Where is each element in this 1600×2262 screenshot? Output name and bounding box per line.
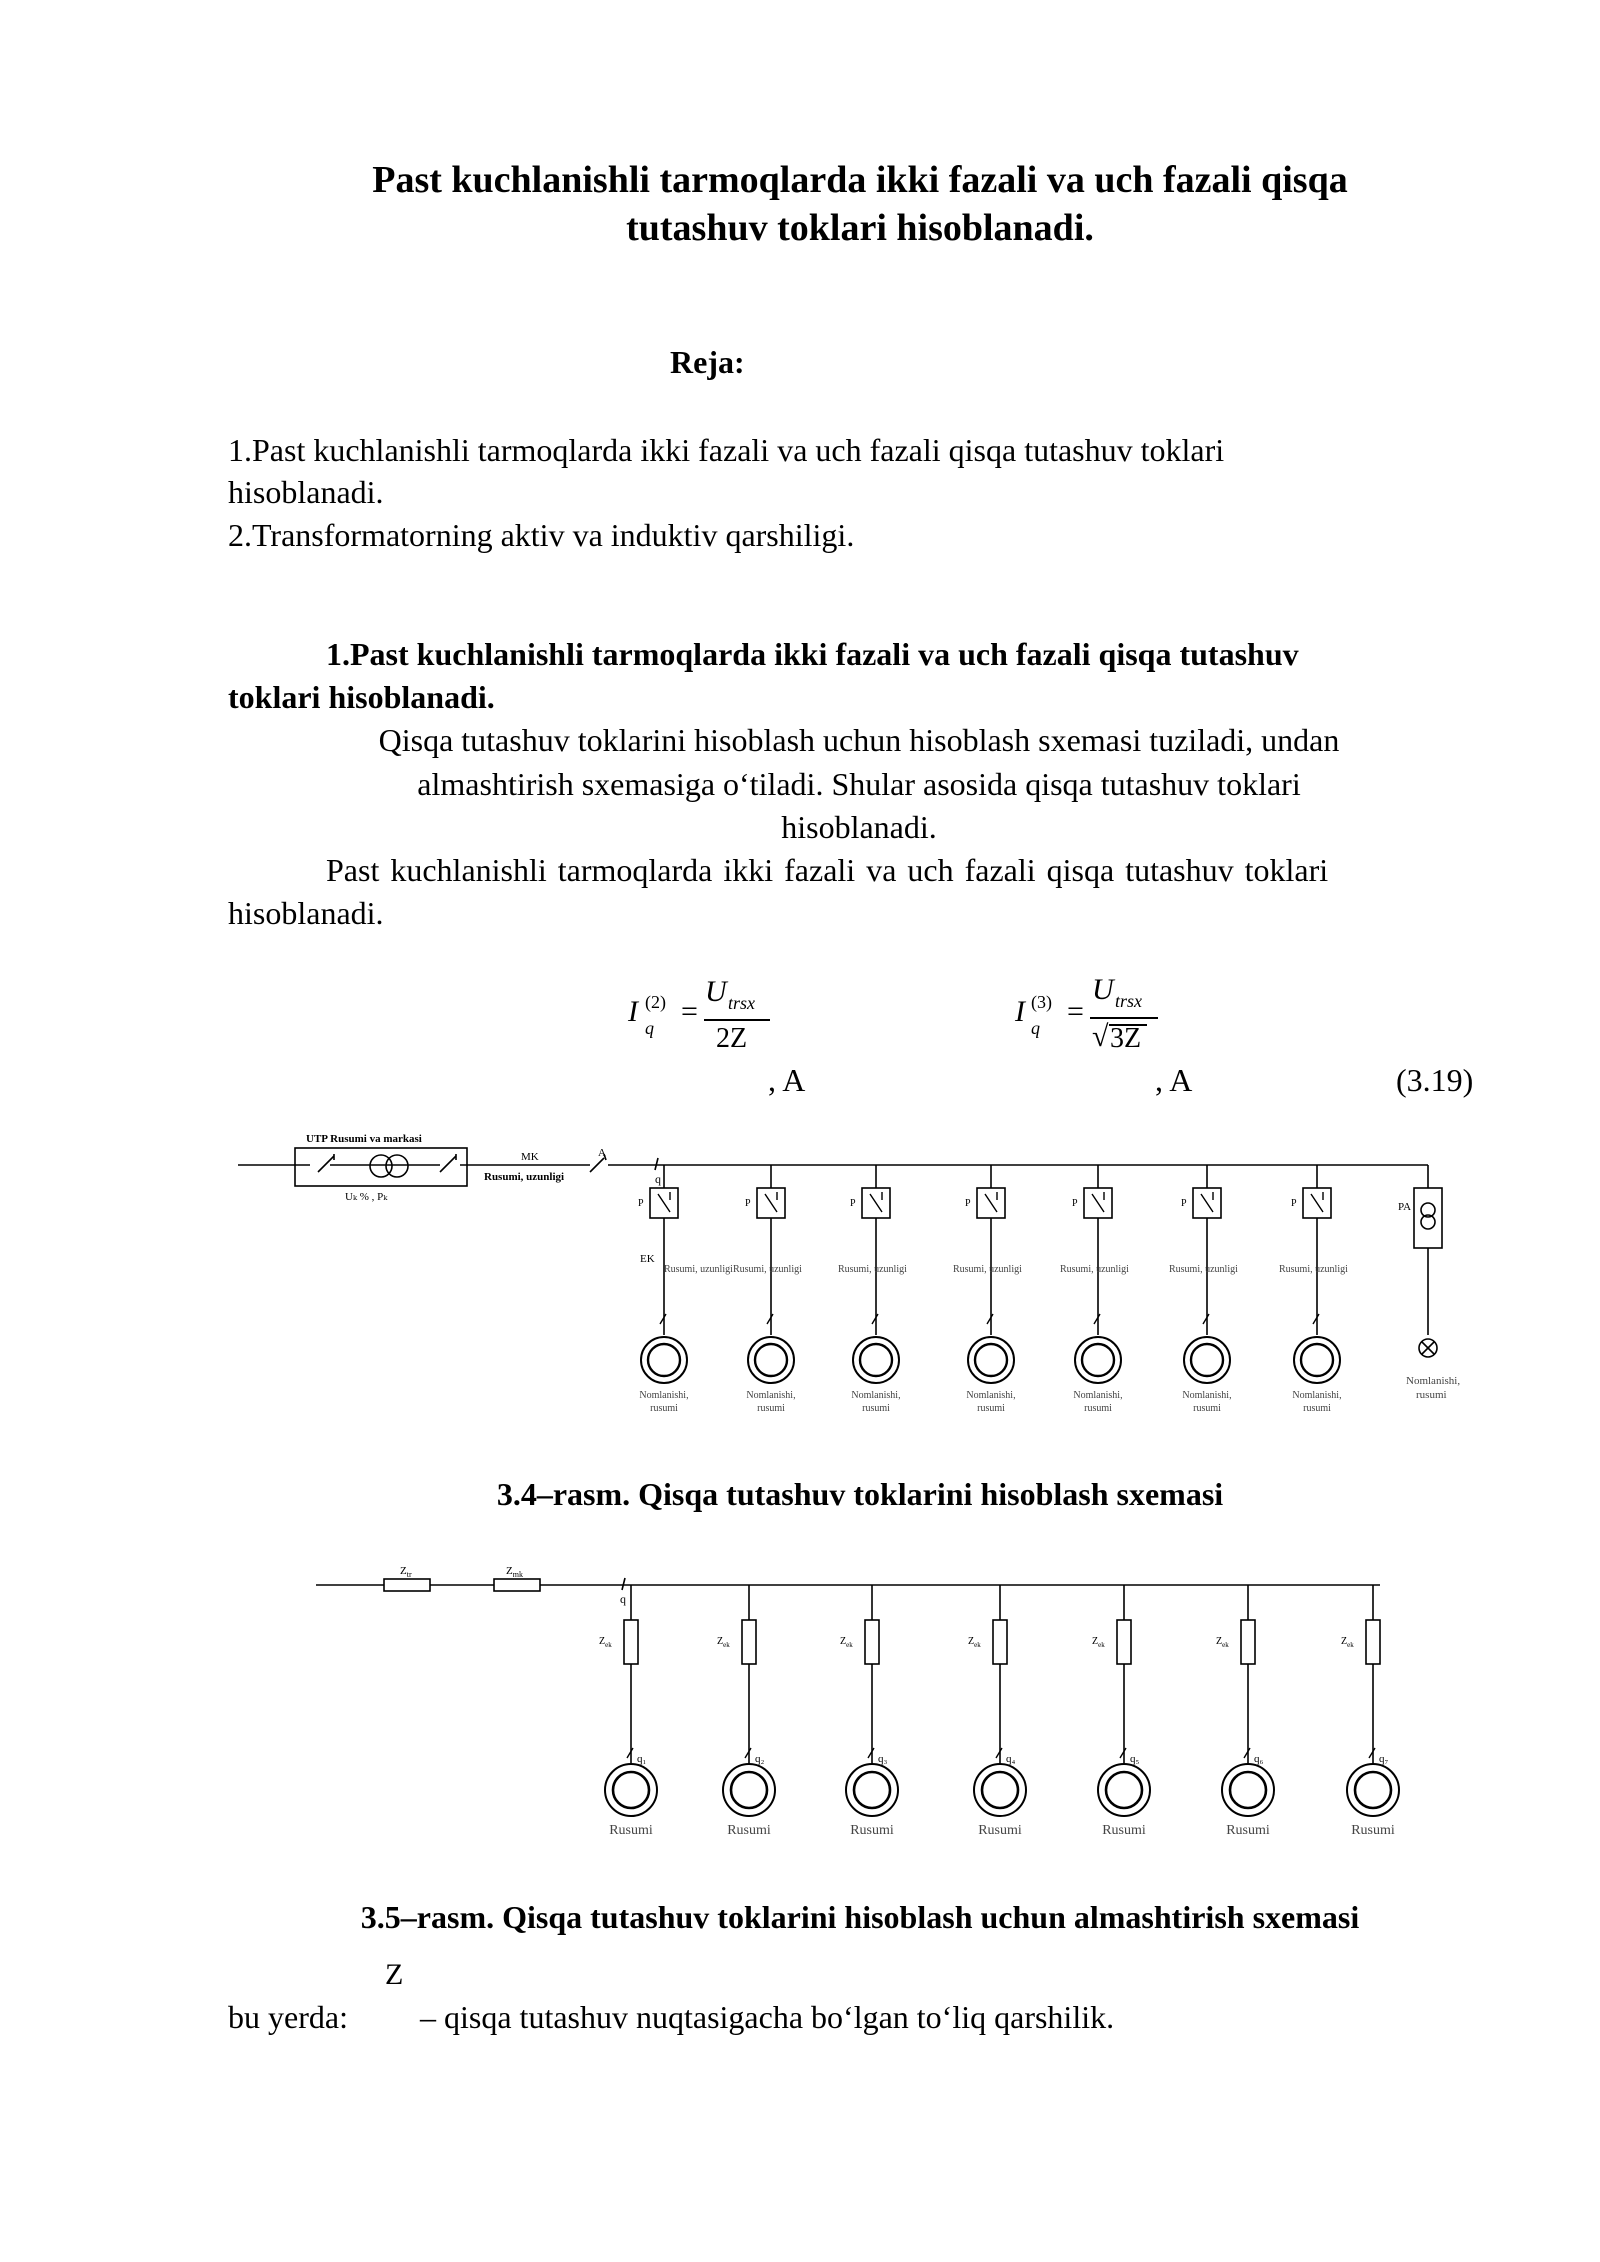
q-point-label-2: q xyxy=(620,1592,626,1606)
paragraph-1-line-3: hisoblanadi. xyxy=(781,809,937,845)
formula-2-num-sub: trsx xyxy=(1115,991,1142,1011)
motor-label-line-1: Nomlanishi, xyxy=(639,1390,689,1401)
title-line-2: tutashuv toklari hisoblanadi. xyxy=(626,207,1094,249)
utp-sub-label: Uₖ % , Pₖ xyxy=(345,1191,388,1203)
formula-1-unit: , A xyxy=(768,1062,806,1098)
equation-number: (3.19) xyxy=(1396,1062,1474,1098)
formula-1-sup: (2) xyxy=(645,992,666,1012)
motor-label-line-1: Nomlanishi, xyxy=(851,1390,901,1401)
q-branch-label: q₇ xyxy=(1379,1753,1389,1765)
title-line-1: Past kuchlanishli tarmoqlarda ikki fazali va uch fazali qisqa xyxy=(372,159,1348,201)
branch-label: Rusumi, uzunligi xyxy=(953,1264,1022,1275)
section-1-heading-line-2: toklari hisoblanadi. xyxy=(228,679,495,715)
resistor-icon xyxy=(624,1620,638,1664)
q-branch-label: q₂ xyxy=(755,1753,765,1765)
plan-item-2: 2.Transformatorning aktiv va induktiv qarshiligi. xyxy=(228,517,855,553)
motor-label-line-1: Nomlanishi, xyxy=(1073,1390,1123,1401)
equivalent-branch xyxy=(968,1585,1026,1838)
equivalent-branch xyxy=(1341,1585,1399,1838)
fuse-label: P xyxy=(1291,1198,1297,1209)
formula-2-num: U xyxy=(1092,973,1114,1006)
equivalent-branch xyxy=(717,1585,775,1838)
motor-label: Rusumi xyxy=(727,1823,771,1838)
q-branch-label: q₅ xyxy=(1130,1753,1140,1765)
z-ek-label: $Z_{ek}$ xyxy=(1216,1636,1229,1649)
z-ek-label: $Z_{ek}$ xyxy=(968,1636,981,1649)
branch-label: Rusumi, uzunligi xyxy=(1060,1264,1129,1275)
z-tr-label: $Z_{tr}$ xyxy=(400,1565,412,1579)
figure-3-4-caption: 3.4–rasm. Qisqa tutashuv toklarini hisoblash sxemasi xyxy=(496,1476,1224,1512)
motor-label: Rusumi xyxy=(1351,1823,1395,1838)
formula-2-den: 3Z xyxy=(1110,1023,1142,1054)
fuse-label: P xyxy=(638,1198,644,1209)
paragraph-2-line-2: hisoblanadi. xyxy=(228,895,384,931)
z-ek-label: $Z_{ek}$ xyxy=(599,1636,612,1649)
motor-branch xyxy=(1060,1165,1129,1414)
equivalent-branch xyxy=(599,1585,657,1838)
formula-2-unit: , A xyxy=(1155,1062,1193,1098)
resistor-icon xyxy=(1366,1620,1380,1664)
q-branch-label: q₆ xyxy=(1254,1753,1264,1765)
motor-label: Rusumi xyxy=(609,1823,653,1838)
motor-label: Rusumi xyxy=(978,1823,1022,1838)
formula-1-eq: = xyxy=(681,995,698,1028)
formula-2-lhs: I xyxy=(1015,995,1025,1028)
motor-branch xyxy=(733,1165,802,1414)
motor-branch xyxy=(953,1165,1022,1414)
figure-2-branches xyxy=(599,1585,1399,1838)
motor-label-line-1: Nomlanishi, xyxy=(966,1390,1016,1401)
main-line-label: Rusumi, uzunligi xyxy=(484,1171,565,1183)
figure-3-5-caption: 3.5–rasm. Qisqa tutashuv toklarini hisoblash uchun almashtirish sxemasi xyxy=(360,1899,1360,1935)
formula-2-eq: = xyxy=(1067,995,1084,1028)
z-mk-label: $Z_{mk}$ xyxy=(506,1565,523,1579)
motor-label: Rusumi xyxy=(1226,1823,1270,1838)
plan-item-1-line-2: hisoblanadi. xyxy=(228,474,384,510)
motor-label: Rusumi xyxy=(850,1823,894,1838)
motor-label-line-1: Nomlanishi, xyxy=(1292,1390,1342,1401)
branch-label: Rusumi, uzunligi xyxy=(664,1264,733,1275)
motor-label-line-2: rusumi xyxy=(1084,1403,1112,1414)
motor-label-line-2: rusumi xyxy=(650,1403,678,1414)
resistor-icon xyxy=(1241,1620,1255,1664)
footer-text: – qisqa tutashuv nuqtasigacha bo‘lgan to‘liq qarshilik. xyxy=(420,1999,1115,2035)
motor-label-line-2: rusumi xyxy=(862,1403,890,1414)
plan-item-1-line-1: 1.Past kuchlanishli tarmoqlarda ikki fazali va uch fazali qisqa tutashuv toklari xyxy=(228,432,1225,468)
equivalent-branch xyxy=(840,1585,898,1838)
mk-label: MK xyxy=(521,1151,539,1163)
branch-label: Rusumi, uzunligi xyxy=(1279,1264,1348,1275)
motor-branch xyxy=(1279,1165,1348,1414)
formula-1-lhs: I xyxy=(628,995,638,1028)
fuse-label: P xyxy=(1181,1198,1187,1209)
lamp-label-line-2: rusumi xyxy=(1416,1389,1447,1401)
z-symbol: Z xyxy=(385,1958,404,1991)
formula-2-sub: q xyxy=(1031,1018,1040,1038)
formula-1-num-sub: trsx xyxy=(728,993,755,1013)
formula-1-sub: q xyxy=(645,1018,654,1038)
equivalent-branch xyxy=(1216,1585,1274,1838)
branch-label: Rusumi, uzunligi xyxy=(1169,1264,1238,1275)
footer-prefix: bu yerda: xyxy=(228,1999,348,2035)
formula-1-den: 2Z xyxy=(716,1023,748,1054)
z-ek-label: $Z_{ek}$ xyxy=(1341,1636,1354,1649)
paragraph-1-line-2: almashtirish sxemasiga o‘tiladi. Shular asosida qisqa tutashuv toklari xyxy=(417,766,1301,802)
motor-label-line-2: rusumi xyxy=(1193,1403,1221,1414)
resistor-icon xyxy=(742,1620,756,1664)
branch-label: Rusumi, uzunligi xyxy=(838,1264,907,1275)
branch-label: Rusumi, uzunligi xyxy=(733,1264,802,1275)
resistor-icon xyxy=(865,1620,879,1664)
resistor-icon xyxy=(1117,1620,1131,1664)
fuse-label: P xyxy=(1072,1198,1078,1209)
pa-label: PA xyxy=(1398,1201,1412,1213)
z-ek-label: $Z_{ek}$ xyxy=(717,1636,730,1649)
breaker-label: A xyxy=(598,1147,606,1159)
q-point-label: q xyxy=(655,1172,661,1186)
ek-label: EK xyxy=(640,1253,655,1265)
motor-label: Rusumi xyxy=(1102,1823,1146,1838)
section-1-heading-line-1: 1.Past kuchlanishli tarmoqlarda ikki fazali va uch fazali qisqa tutashuv xyxy=(326,636,1299,672)
motor-label-line-2: rusumi xyxy=(977,1403,1005,1414)
motor-branch xyxy=(838,1165,907,1414)
q-branch-label: q₄ xyxy=(1006,1753,1016,1765)
paragraph-2-line-1: Past kuchlanishli tarmoqlarda ikki fazali va uch fazali qisqa tutashuv toklari xyxy=(326,852,1329,888)
lamp-label-line-1: Nomlanishi, xyxy=(1406,1375,1461,1387)
q-branch-label: q₃ xyxy=(878,1753,888,1765)
plan-heading: Reja: xyxy=(670,344,745,380)
z-ek-label: $Z_{ek}$ xyxy=(840,1636,853,1649)
utp-label: UTP Rusumi va markasi xyxy=(306,1133,422,1145)
formula-2-root: √ xyxy=(1092,1020,1109,1053)
equivalent-branch xyxy=(1092,1585,1150,1838)
q-branch-label: q₁ xyxy=(637,1753,647,1765)
formula-2-sup: (3) xyxy=(1031,992,1052,1012)
figure-1-branches xyxy=(638,1165,1348,1414)
resistor-icon xyxy=(993,1620,1007,1664)
paragraph-1-line-1: Qisqa tutashuv toklarini hisoblash uchun hisoblash sxemasi tuziladi, undan xyxy=(378,722,1340,758)
formula-1-num: U xyxy=(705,975,727,1008)
z-ek-label: $Z_{ek}$ xyxy=(1092,1636,1105,1649)
motor-branch xyxy=(638,1165,733,1414)
fuse-label: P xyxy=(965,1198,971,1209)
motor-label-line-1: Nomlanishi, xyxy=(1182,1390,1232,1401)
motor-label-line-1: Nomlanishi, xyxy=(746,1390,796,1401)
fuse-label: P xyxy=(745,1198,751,1209)
motor-label-line-2: rusumi xyxy=(1303,1403,1331,1414)
motor-label-line-2: rusumi xyxy=(757,1403,785,1414)
motor-branch xyxy=(1169,1165,1238,1414)
fuse-label: P xyxy=(850,1198,856,1209)
